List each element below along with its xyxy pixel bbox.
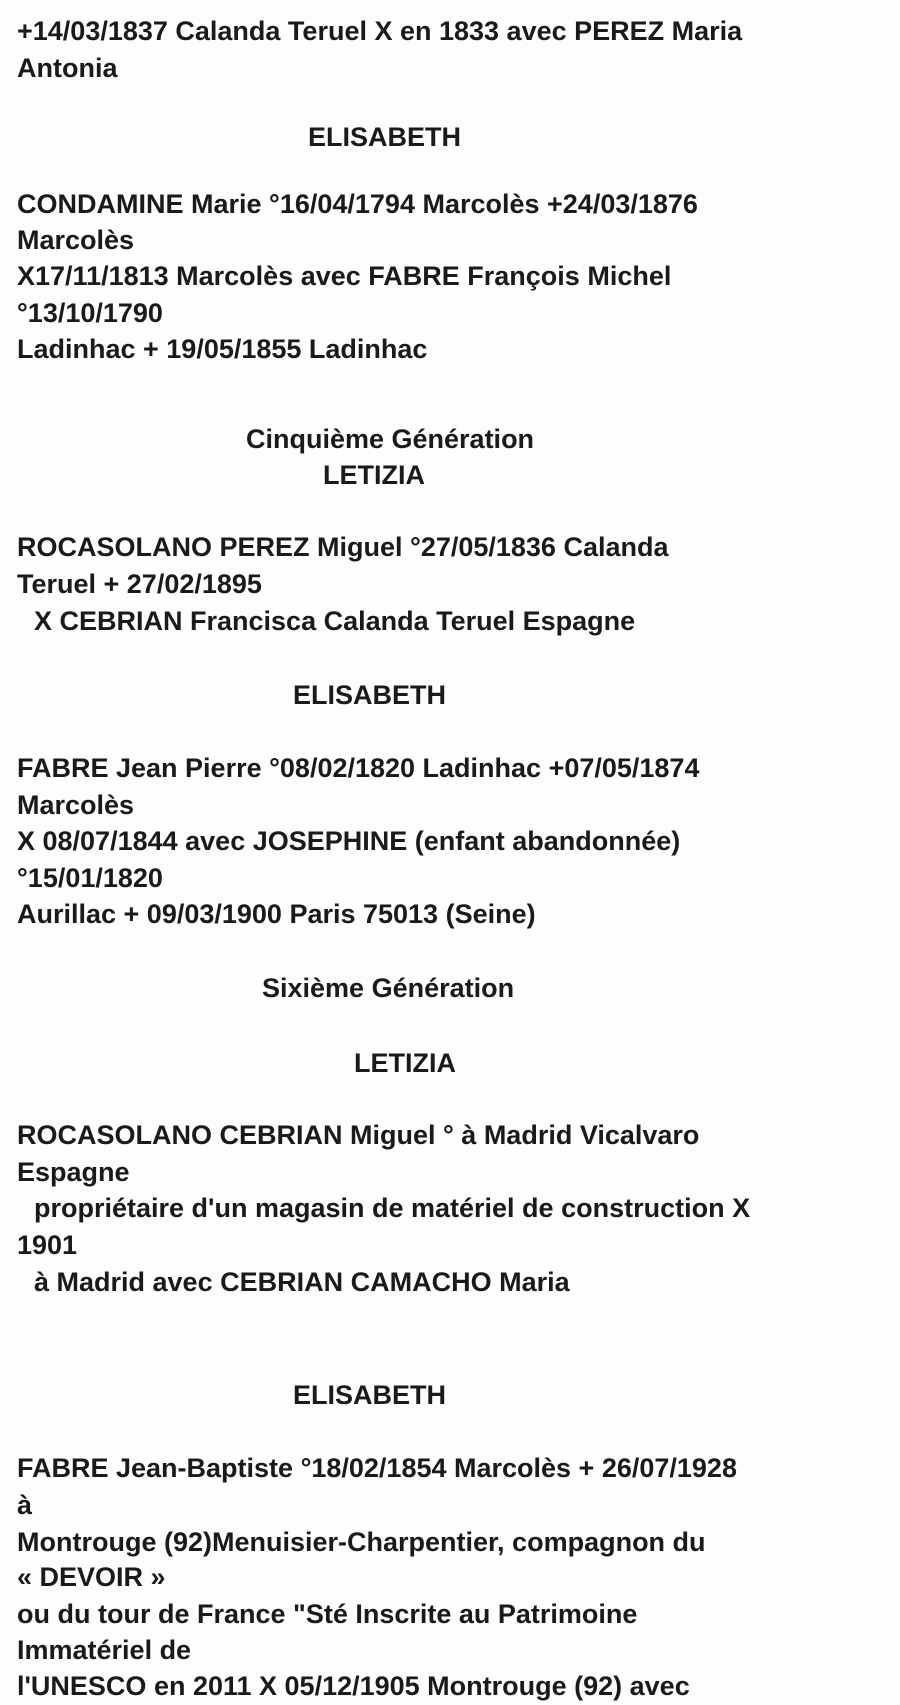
text-line: à (17, 1490, 33, 1520)
text-line: +14/03/1837 Calanda Teruel X en 1833 avec PEREZ Maria (17, 16, 743, 46)
text-line: ROCASOLANO CEBRIAN Miguel ° à Madrid Vicalvaro (17, 1120, 700, 1150)
text-line: X17/11/1813 Marcolès avec FABRE François Michel (17, 261, 672, 291)
text-line: CONDAMINE Marie °16/04/1794 Marcolès +24/03/1876 (17, 189, 698, 219)
text-line: ou du tour de France "Sté Inscrite au Patrimoine (17, 1599, 638, 1629)
text-line: X CEBRIAN Francisca Calanda Teruel Espagne (34, 606, 636, 636)
text-line: FABRE Jean Pierre °08/02/1820 Ladinhac +07/05/1874 (17, 753, 700, 783)
text-line: « DEVOIR » (17, 1562, 166, 1592)
generation-heading: Cinquième Génération (246, 424, 535, 454)
text-line: FABRE Jean-Baptiste °18/02/1854 Marcolès + 26/07/1928 (17, 1453, 737, 1483)
text-line: 1901 (17, 1230, 78, 1260)
text-line: ROCASOLANO PEREZ Miguel °27/05/1836 Calanda (17, 532, 669, 562)
section-heading-elisabeth: ELISABETH (293, 1380, 447, 1410)
text-line: Teruel + 27/02/1895 (17, 569, 262, 599)
generation-heading: Sixième Génération (262, 973, 515, 1003)
text-line: l'UNESCO en 2011 X 05/12/1905 Montrouge (92) avec (17, 1671, 690, 1701)
text-line: Antonia (17, 53, 118, 83)
text-line: Ladinhac + 19/05/1855 Ladinhac (17, 334, 428, 364)
text-line: X 08/07/1844 avec JOSEPHINE (enfant abandonnée) (17, 826, 681, 856)
text-line: à Madrid avec CEBRIAN CAMACHO Maria (34, 1267, 570, 1297)
text-line: Marcolès (17, 790, 135, 820)
section-heading-elisabeth: ELISABETH (293, 680, 447, 710)
text-line: Marcolès (17, 225, 135, 255)
section-heading-letizia: LETIZIA (323, 460, 425, 490)
section-heading-letizia: LETIZIA (354, 1048, 456, 1078)
text-line: °13/10/1790 (17, 298, 163, 328)
text-line: Aurillac + 09/03/1900 Paris 75013 (Seine) (17, 899, 536, 929)
text-line: Espagne (17, 1157, 130, 1187)
text-line: propriétaire d'un magasin de matériel de construction X (34, 1193, 751, 1223)
text-line: Immatériel de (17, 1635, 192, 1665)
text-line: °15/01/1820 (17, 863, 163, 893)
section-heading-elisabeth: ELISABETH (308, 122, 462, 152)
text-line: Montrouge (92)Menuisier-Charpentier, compagnon du (17, 1527, 706, 1557)
